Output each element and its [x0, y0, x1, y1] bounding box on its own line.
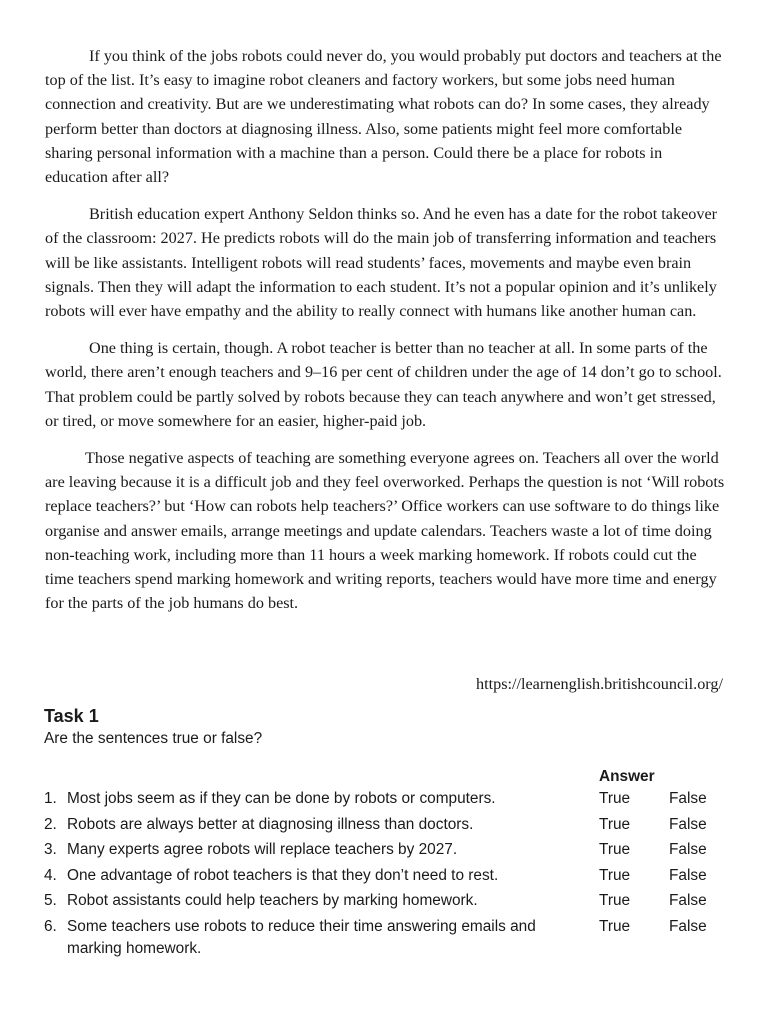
- question-list: [44, 788, 734, 962]
- question-text: One advantage of robot teachers is that they don’t need to rest.: [67, 866, 499, 884]
- paragraph-1: If you think of the jobs robots could never do, you would probably put doctors and teachers at the top of the list. It’s easy to imagine robot cleaners and factory workers, but some jobs need human connection and creativity. But are we underestimating what robots can do? In some cases, they already perform better than doctors at diagnosing illness. Also, some patients might feel more comfortable sharing personal information with a machine than a person. Could there be a place for robots in education after all?: [45, 47, 722, 187]
- question-item: [44, 890, 734, 916]
- true-option[interactable]: True: [599, 790, 631, 807]
- paragraph-4: Those negative aspects of teaching are something everyone agrees on. Teachers all over the world are leaving because it is a difficult job and they feel overworked. Perhaps the question is not ‘Will robots replace teachers?’ but ‘How can robots help teachers?’ Office workers can use software to do things like organise and answer emails, arrange meetings and update calendars. Teachers waste a lot of time doing non-teaching work, including more than 11 hours a week marking homework. If robots could cut the time teachers spend marking homework and writing reports, teachers would have more time and energy for the parts of the job humans do best.: [45, 449, 725, 613]
- question-number: 1.: [44, 790, 57, 807]
- task-section: [44, 704, 734, 957]
- question-number: 4.: [44, 866, 57, 884]
- true-option[interactable]: True: [599, 815, 631, 833]
- paragraph-2: British education expert Anthony Seldon thinks so. And he even has a date for the robot takeover of the classroom: 2027. He predicts robots will do the main job of transferring information and teachers will be like assistants. Intelligent robots will read students’ faces, movements and maybe even brain signals. Then they will adapt the information to each student. It’s not a popular opinion and it’s unlikely robots will ever have empathy and the ability to really connect with humans like another human can.: [45, 205, 718, 321]
- source-url: https://learnenglish.britishcouncil.org/: [476, 675, 723, 693]
- false-option[interactable]: False: [669, 917, 707, 935]
- question-text: Most jobs seem as if they can be done by robots or computers.: [67, 790, 496, 807]
- question-text: Some teachers use robots to reduce their time answering emails and marking homework.: [67, 917, 536, 957]
- question-number: 5.: [44, 892, 57, 910]
- paragraph-3: One thing is certain, though. A robot teacher is better than no teacher at all. In some parts of the world, there aren’t enough teachers and 9–16 per cent of children under the age of 14 don’t go to school. That problem could be partly solved by robots because they can teach anywhere and won’t get stressed, or tired, or move somewhere for an easier, higher-paid job.: [45, 339, 722, 430]
- reading-passage: [45, 44, 725, 628]
- task-title: Task 1: [44, 706, 99, 726]
- true-option[interactable]: True: [599, 841, 631, 859]
- false-option[interactable]: False: [669, 815, 707, 833]
- question-number: 6.: [44, 917, 57, 935]
- false-option[interactable]: False: [669, 866, 707, 884]
- question-item: [44, 916, 734, 962]
- false-option[interactable]: False: [669, 841, 707, 859]
- question-text: Many experts agree robots will replace teachers by 2027.: [67, 841, 458, 859]
- question-item: [44, 865, 734, 891]
- true-option[interactable]: True: [599, 866, 631, 884]
- question-item: [44, 839, 734, 865]
- question-number: 2.: [44, 815, 57, 833]
- question-text: Robots are always better at diagnosing illness than doctors.: [67, 815, 474, 833]
- true-option[interactable]: True: [599, 917, 631, 935]
- question-text: Robot assistants could help teachers by marking homework.: [67, 892, 478, 910]
- true-option[interactable]: True: [599, 892, 631, 910]
- false-option[interactable]: False: [669, 892, 707, 910]
- question-number: 3.: [44, 841, 57, 859]
- answer-column-header: Answer: [599, 768, 655, 785]
- question-item: [44, 788, 734, 814]
- false-option[interactable]: False: [669, 790, 707, 807]
- task-instruction: Are the sentences true or false?: [44, 730, 263, 747]
- question-item: [44, 814, 734, 840]
